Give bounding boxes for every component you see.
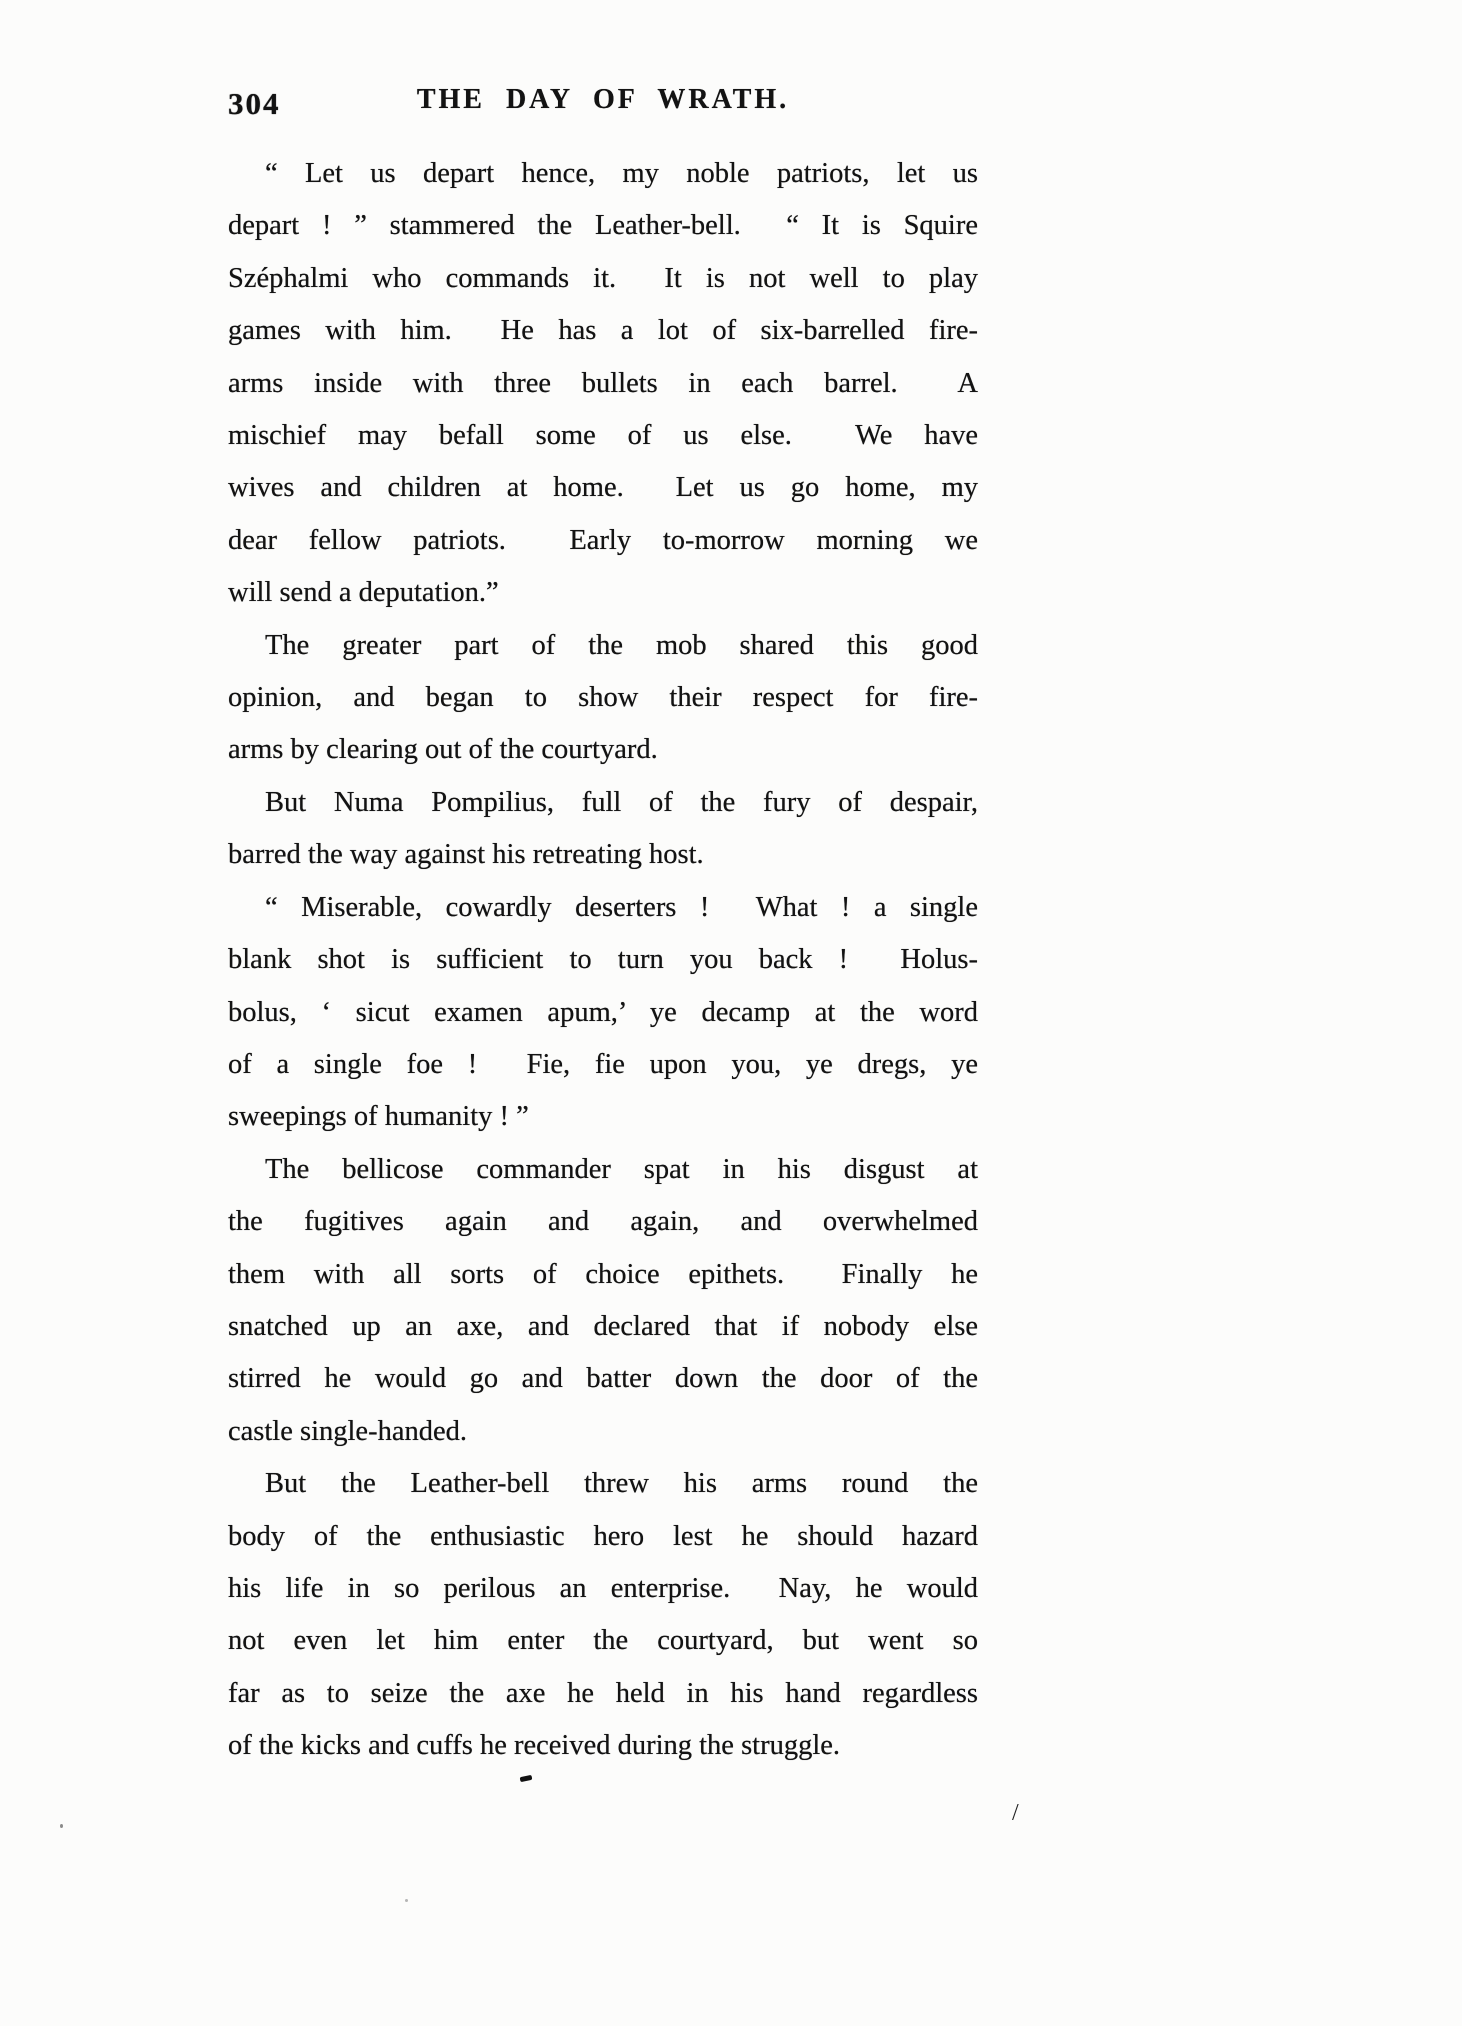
text-line: But the Leather-bell threw his arms round the	[265, 1468, 978, 1500]
body-text	[228, 148, 978, 1773]
paragraph	[228, 777, 978, 882]
ink-dot	[405, 1899, 408, 1902]
text-line: sweepings of humanity ! ”	[228, 1101, 529, 1133]
text-line: mischief may befall some of us else. We have	[228, 420, 978, 452]
text-line: stirred he would go and batter down the door of the	[228, 1363, 978, 1395]
page-header	[228, 84, 978, 126]
text-line: games with him. He has a lot of six-barrelled fire-	[228, 315, 978, 347]
text-line: them with all sorts of choice epithets. Finally he	[228, 1258, 978, 1290]
text-line: of the kicks and cuffs he received during the struggle.	[228, 1730, 841, 1762]
text-line: the fugitives again and again, and overwhelmed	[228, 1206, 978, 1238]
text-line: will send a deputation.”	[228, 577, 499, 609]
ink-dot	[60, 1824, 63, 1828]
text-line: dear fellow patriots. Early to-morrow morning we	[228, 524, 978, 556]
paragraph	[228, 882, 978, 1144]
paragraph	[228, 148, 978, 620]
text-line: opinion, and began to show their respect for fire-	[228, 682, 978, 714]
text-line: arms inside with three bullets in each barrel. A	[228, 367, 978, 399]
text-line: “ Miserable, cowardly deserters ! What ! a single	[265, 891, 978, 923]
text-line: “ Let us depart hence, my noble patriots, let us	[265, 158, 978, 189]
paragraph	[228, 1458, 978, 1772]
text-line: blank shot is sufficient to turn you back ! Holus-	[228, 944, 978, 976]
ink-speck	[520, 1775, 533, 1782]
text-line: body of the enthusiastic hero lest he should hazard	[228, 1520, 978, 1552]
text-line: his life in so perilous an enterprise. Nay, he would	[228, 1572, 978, 1604]
text-line: of a single foe ! Fie, fie upon you, ye dregs, ye	[228, 1048, 978, 1080]
text-line: Széphalmi who commands it. It is not well to play	[228, 262, 978, 294]
text-line: arms by clearing out of the courtyard.	[228, 734, 658, 766]
text-line: barred the way against his retreating host.	[228, 839, 704, 871]
text-line: The bellicose commander spat in his disgust at	[265, 1153, 978, 1185]
text-line: wives and children at home. Let us go home, my	[228, 472, 978, 504]
text-line: far as to seize the axe he held in his hand regardless	[228, 1677, 978, 1709]
text-line: bolus, ‘ sicut examen apum,’ ye decamp at the word	[228, 996, 978, 1028]
paragraph	[228, 620, 978, 777]
page-number: 304	[228, 86, 281, 121]
text-line: snatched up an axe, and declared that if nobody else	[228, 1310, 978, 1342]
paragraph	[228, 1144, 978, 1458]
text-line: not even let him enter the courtyard, but went so	[228, 1625, 978, 1657]
text-line: castle single-handed.	[228, 1415, 467, 1447]
text-line: The greater part of the mob shared this good	[265, 629, 978, 661]
ink-slash-mark: /	[1012, 1800, 1019, 1826]
text-line: depart ! ” stammered the Leather-bell. “ It is Squire	[228, 210, 978, 242]
running-title: THE DAY OF WRATH.	[416, 84, 790, 115]
text-line: But Numa Pompilius, full of the fury of despair,	[265, 786, 978, 818]
